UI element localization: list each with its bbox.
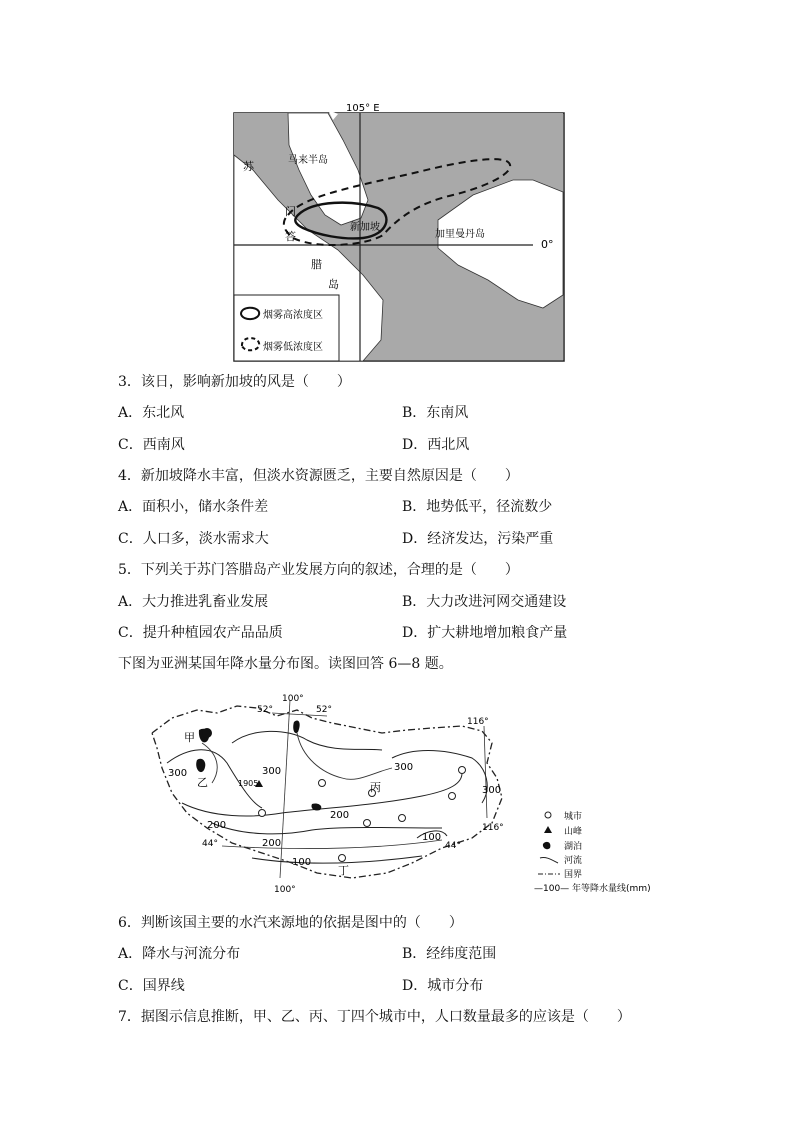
legend-river-symbol bbox=[540, 857, 558, 863]
city-marker bbox=[459, 767, 466, 774]
legend-lake-label: 湖泊 bbox=[564, 842, 583, 852]
legend-peak-label: 山峰 bbox=[564, 827, 583, 837]
parallel-44 bbox=[222, 840, 442, 848]
sumatra-char-1: 苏 bbox=[243, 160, 254, 173]
isohyet-300-label-a: 300 bbox=[168, 768, 188, 779]
q3-option-c: C．西南风 bbox=[118, 437, 185, 453]
isohyet-200-label-a: 200 bbox=[207, 820, 227, 831]
peak-elevation-label: 1905 bbox=[238, 779, 259, 788]
q3-option-d: D．西北风 bbox=[402, 437, 470, 453]
legend-border-label: 国界 bbox=[564, 870, 583, 880]
q6-stem: 6．判断该国主要的水汽来源地的依据是图中的（ ） bbox=[118, 915, 463, 931]
lon-116-label-a: 116° bbox=[467, 717, 489, 727]
legend-river-label: 河流 bbox=[564, 856, 583, 866]
q7-stem: 7．据图示信息推断，甲、乙、丙、丁四个城市中，人口数量最多的应该是（ ） bbox=[118, 1009, 631, 1025]
isohyet-100-label-b: 100 bbox=[422, 832, 442, 843]
q6-option-d: D．城市分布 bbox=[402, 978, 484, 994]
q6-option-b: B．经纬度范围 bbox=[402, 946, 497, 962]
lon-label: 105° E bbox=[346, 103, 380, 114]
q5-option-b: B．大力改进河网交通建设 bbox=[402, 594, 567, 610]
city-marker bbox=[364, 820, 371, 827]
city-yi-label: 乙 bbox=[197, 776, 208, 789]
city-marker bbox=[259, 810, 266, 817]
lat-44-label-a: 44° bbox=[202, 839, 218, 849]
isohyet-200-south bbox=[212, 823, 442, 834]
kalimantan-label: 加里曼丹岛 bbox=[435, 229, 485, 240]
q5-option-d: D．扩大耕地增加粮食产量 bbox=[402, 625, 568, 641]
lon-100b-label: 100° bbox=[274, 885, 296, 895]
q4-option-a: A．面积小，储水条件差 bbox=[118, 499, 269, 515]
lat-label: 0° bbox=[541, 238, 554, 251]
lon-116-label-b: 116° bbox=[482, 823, 504, 833]
isohyet-300-label-b: 300 bbox=[262, 766, 282, 777]
sumatra-char-2: 门 bbox=[285, 205, 296, 218]
q3-option-b: B．东南风 bbox=[402, 405, 469, 421]
legend-low-label: 烟雾低浓度区 bbox=[263, 342, 323, 353]
lon-100-label: 100° bbox=[282, 694, 304, 704]
isohyet-100 bbox=[252, 856, 422, 863]
isohyet-200-label-b: 200 bbox=[330, 810, 350, 821]
intro-6-8: 下图为亚洲某国年降水量分布图。读图回答 6—8 题。 bbox=[118, 656, 453, 672]
city-jia-label: 甲 bbox=[184, 731, 195, 744]
legend-high-label: 烟雾高浓度区 bbox=[263, 310, 323, 321]
isohyet-300-east bbox=[392, 751, 487, 804]
city-marker bbox=[399, 815, 406, 822]
q3-option-a: A．东北风 bbox=[118, 405, 185, 421]
legend-peak-symbol bbox=[544, 826, 552, 833]
city-marker bbox=[319, 780, 326, 787]
legend-lake-symbol bbox=[543, 842, 551, 849]
smog-map bbox=[233, 100, 565, 362]
sumatra-char-4: 腊 bbox=[311, 258, 322, 271]
isohyet-300-label-c: 300 bbox=[394, 762, 414, 773]
isohyet-200-label-c: 200 bbox=[262, 838, 282, 849]
q5-stem: 5．下列关于苏门答腊岛产业发展方向的叙述，合理的是（ ） bbox=[118, 562, 519, 578]
city-ding-marker bbox=[339, 855, 346, 862]
lake-khuvsgul bbox=[293, 720, 299, 733]
legend-isohyet-label: —100— 年等降水量线(mm) bbox=[534, 884, 651, 894]
river-selenge bbox=[297, 733, 392, 779]
city-marker bbox=[449, 793, 456, 800]
isohyet-100-label-a: 100 bbox=[292, 857, 312, 868]
q4-option-c: C．人口多，淡水需求大 bbox=[118, 531, 269, 547]
isohyet-300-label-d: 300 bbox=[482, 785, 502, 796]
q6-option-c: C．国界线 bbox=[118, 978, 185, 994]
q4-option-d: D．经济发达，污染严重 bbox=[402, 531, 554, 547]
q5-option-c: C．提升种植园农产品品质 bbox=[118, 625, 283, 641]
q3-stem: 3．该日，影响新加坡的风是（ ） bbox=[118, 374, 351, 390]
precipitation-map bbox=[142, 688, 652, 896]
singapore-label: 新加坡 bbox=[350, 222, 380, 233]
legend-city-label: 城市 bbox=[564, 812, 583, 822]
q6-option-a: A．降水与河流分布 bbox=[118, 946, 241, 962]
lake-west bbox=[196, 759, 205, 772]
q4-stem: 4．新加坡降水丰富，但淡水资源匮乏，主要自然原因是（ ） bbox=[118, 468, 519, 484]
legend-city-symbol bbox=[545, 812, 551, 818]
q5-option-a: A．大力推进乳畜业发展 bbox=[118, 594, 269, 610]
city-bing-label: 丙 bbox=[370, 781, 381, 794]
city-jia-marker bbox=[202, 728, 212, 738]
sumatra-char-5: 岛 bbox=[328, 278, 339, 291]
lat-52-label-b: 52° bbox=[316, 705, 332, 715]
q4-option-b: B．地势低平，径流数少 bbox=[402, 499, 553, 515]
sumatra-char-3: 答 bbox=[285, 230, 296, 243]
city-ding-label: 丁 bbox=[338, 864, 349, 877]
lat-52-label-a: 52° bbox=[257, 705, 273, 715]
malay-label: 马来半岛 bbox=[288, 155, 328, 166]
isohyet-300-center bbox=[232, 731, 382, 750]
meridian-100 bbox=[280, 700, 290, 878]
lat-44-label-b: 44° bbox=[445, 841, 461, 851]
